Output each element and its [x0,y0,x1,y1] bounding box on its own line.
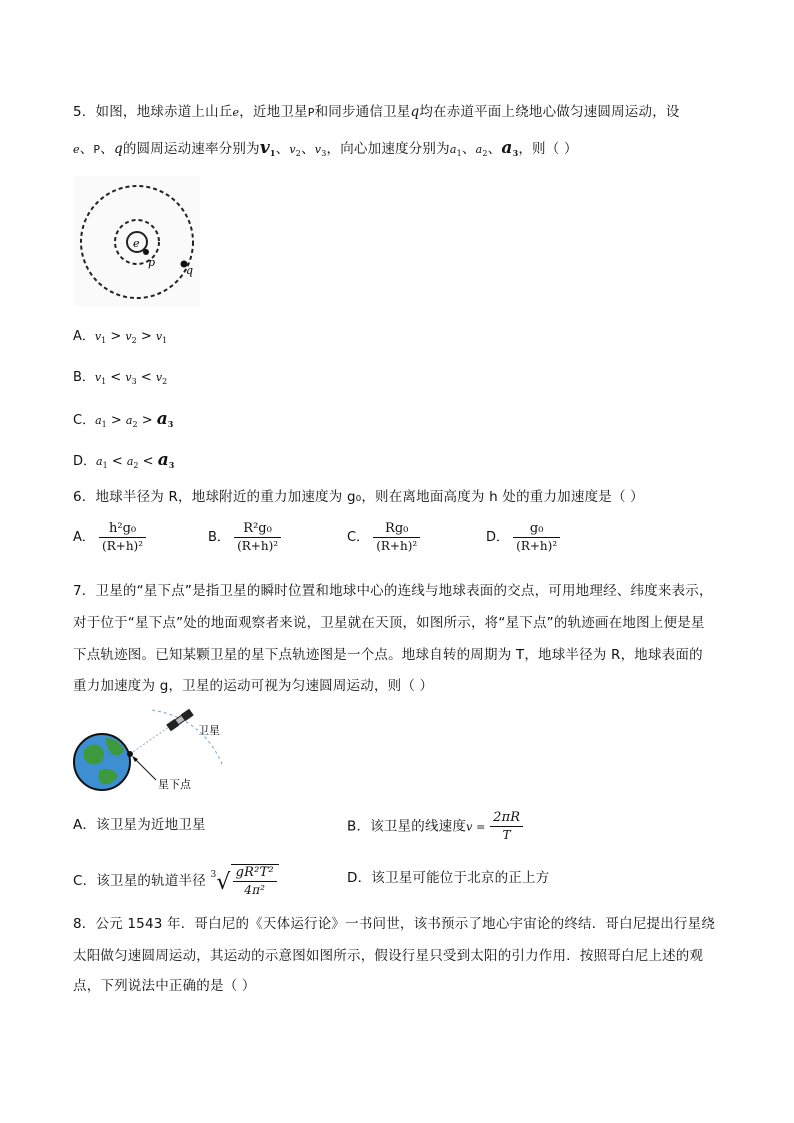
q7-option-c[interactable]: C．该卫星的轨道半径 $^3$√ $\frac{\text{gR²T²}}{\text{4π²}}$ [73,864,279,898]
q5-option-d[interactable]: D．$a_1 < a_2 < a_3$ [73,450,175,470]
q5-line-2: e、P、q的圆周运动速率分别为$v_1$、$v_2$、$v_3$，向心加速度分别为$a_1$、$a_2$、$a_3$，则（ ） [73,138,578,158]
q8-line-3: 点，下列说法中正确的是（ ） [73,978,256,994]
q6-stem: 6．地球半径为 R，地球附近的重力加速度为 g₀，则在离地面高度为 h 处的重力加速度是（ ） [73,489,644,505]
q7-line-1: 7．卫星的“星下点”是指卫星的瞬时位置和地球中心的连线与地球表面的交点，可用地理经、纬度来表示， [73,583,713,599]
q7-line-2: 对于位于“星下点”处的地面观察者来说，卫星就在天顶，如图所示，将“星下点”的轨迹画在地图上便是星 [73,615,705,631]
q5-option-c[interactable]: C．$a_1 > a_2 > a_3$ [73,409,174,429]
q5-option-a[interactable]: A．$v_1 > v_2 > v_1$ [73,329,168,345]
q6-option-d[interactable]: D． $\frac{\text{g₀}}{\text{(R+h)²}}$ [486,521,560,554]
q8-line-1: 8．公元 1543 年．哥白尼的《天体运行论》一书问世，该书预示了地心宇宙论的终结．哥白尼提出行星绕 [73,916,716,932]
q6-option-c-fraction: $\frac{\text{Rg₀}}{\text{(R+h)²}}$ [373,521,420,554]
continent-1 [84,744,104,764]
q6-option-b-fraction: $\frac{\text{R²g₀}}{\text{(R+h)²}}$ [234,521,281,554]
q7-option-d[interactable]: D．该卫星可能位于北京的正上方 [347,870,550,886]
label-q: q [186,264,194,277]
q6-option-b[interactable]: B． $\frac{\text{R²g₀}}{\text{(R+h)²}}$ [208,521,281,554]
q6-option-a-fraction: $\frac{\text{h²g₀}}{\text{(R+h)²}}$ [99,521,146,554]
subpoint-pointer [134,758,156,780]
q6-option-d-fraction: $\frac{\text{g₀}}{\text{(R+h)²}}$ [513,521,560,554]
satellite-p-dot [143,249,149,255]
q7-line-4: 重力加速度为 g，卫星的运动可视为匀速圆周运动，则（ ） [73,678,434,694]
label-e: e [133,237,140,250]
subpoint-label: 星下点 [158,778,191,791]
q5-line-1: 5．如图，地球赤道上山丘e，近地卫星P和同步通信卫星q均在赤道平面上绕地心做匀速圆周运动，设 [73,104,680,120]
q5-orbit-figure [74,176,200,306]
q7-option-a[interactable]: A．该卫星为近地卫星 [73,817,206,833]
q6-option-a[interactable]: A． $\frac{\text{h²g₀}}{\text{(R+h)²}}$ [73,521,146,554]
q7-option-c-sqrt: $^3$√ $\frac{\text{gR²T²}}{\text{4π²}}$ [210,864,278,898]
satellite-icon [166,709,194,732]
q7-option-b[interactable]: B．该卫星的线速度v = $\frac{2\pi R}{T}$ [347,810,523,843]
q7-option-b-fraction: $\frac{2\pi R}{T}$ [490,810,523,843]
q8-line-2: 太阳做匀速圆周运动，其运动的示意图如图所示，假设行星只受到太阳的引力作用．按照哥白尼上述的观 [73,948,704,964]
q5-option-b[interactable]: B．$v_1 < v_3 < v_2$ [73,370,168,386]
q7-line-3: 下点轨迹图。已知某颗卫星的星下点轨迹图是一个点。地球自转的周期为 T，地球半径为 R，地球表面的 [73,647,703,663]
q6-option-c[interactable]: C． $\frac{\text{Rg₀}}{\text{(R+h)²}}$ [347,521,420,554]
label-p: p [148,256,156,269]
satellite-label: 卫星 [198,724,220,737]
q7-satellite-figure [72,704,242,800]
